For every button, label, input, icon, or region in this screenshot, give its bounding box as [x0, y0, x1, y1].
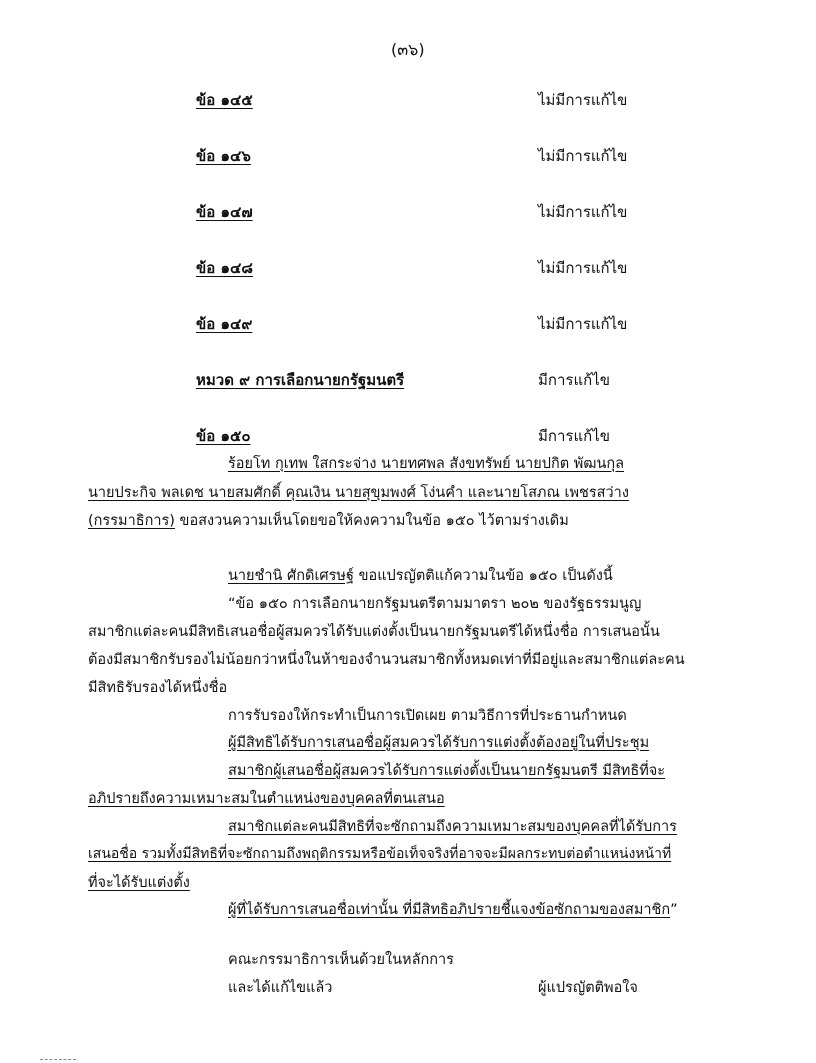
committee-names-line-1: ร้อยโท กุเทพ ใสกระจ่าง นายทศพล สังขทรัพย์ นายปกิต พัฒนกุล	[228, 456, 625, 472]
amendment-p4-line-2: อภิปรายถึงความเหมาะสมในตำแหน่งของบุคคลที่ตนเสนอ	[88, 791, 445, 807]
amendment-proposer-text: ขอแปรญัตติแก้ความในข้อ ๑๕๐ เป็นดังนี้	[358, 568, 613, 584]
committee-reservation-line	[88, 509, 569, 532]
section-label-145: ข้อ ๑๔๕	[196, 91, 253, 109]
amendment-p1-line-4: มีสิทธิรับรองได้หนึ่งชื่อ	[88, 680, 228, 696]
amendment-p5-line-1: สมาชิกแต่ละคนมีสิทธิที่จะซักถามถึงความเหมาะสมของบุคคลที่ได้รับการ	[228, 819, 677, 835]
amendment-proposer-line	[228, 564, 613, 587]
section-status-148: ไม่มีการแก้ไข	[538, 259, 628, 277]
amendment-p4-line-1: สมาชิกผู้เสนอชื่อผู้สมควรได้รับการแต่งตั้งเป็นนายกรัฐมนตรี มีสิทธิที่จะ	[228, 763, 666, 779]
proposer-satisfied: ผู้แปรญัตติพอใจ	[538, 980, 638, 996]
section-label-150: ข้อ ๑๕๐	[196, 427, 251, 445]
section-status-149: ไม่มีการแก้ไข	[538, 315, 628, 333]
amendment-proposer: นายชำนิ ศักดิเศรษฐ์	[228, 568, 354, 584]
section-label-149: ข้อ ๑๔๙	[196, 315, 253, 333]
section-status-146: ไม่มีการแก้ไข	[538, 147, 628, 165]
committee-names-line-2: นายประกิจ พลเดช นายสมศักดิ์ คุณเงิน นายสุขุมพงศ์ โง่นคำ และนายโสภณ เพชรสว่าง	[88, 485, 629, 501]
committee-conclusion-line-1: คณะกรรมาธิการเห็นด้วยในหลักการ	[228, 952, 454, 968]
section-label-146: ข้อ ๑๔๖	[196, 147, 251, 165]
amendment-p5-line-3: ที่จะได้รับแต่งตั้ง	[88, 875, 190, 891]
page-number: (๓๖)	[391, 40, 425, 59]
section-label-148: ข้อ ๑๔๘	[196, 259, 253, 277]
amendment-p1-line-3: ต้องมีสมาชิกรับรองไม่น้อยกว่าหนึ่งในห้าของจำนวนสมาชิกทั้งหมดเท่าที่มีอยู่และสมาชิกแต่ละคน	[88, 652, 685, 668]
committee-conclusion-line-2: และได้แก้ไขแล้ว	[228, 980, 333, 996]
footer-divider	[40, 1059, 76, 1060]
amendment-p6-line	[228, 898, 678, 921]
section-status-150: มีการแก้ไข	[538, 427, 610, 445]
amendment-p1-line-1: “ข้อ ๑๕๐ การเลือกนายกรัฐมนตรีตามมาตรา ๒๐๒ ของรัฐธรรมนูญ	[228, 596, 642, 612]
committee-reservation-text: ขอสงวนความเห็นโดยขอให้คงความในข้อ ๑๕๐ ไว้ตามร่างเดิม	[179, 513, 569, 529]
section-status-145: ไม่มีการแก้ไข	[538, 91, 628, 109]
chapter-9-heading: หมวด ๙ การเลือกนายกรัฐมนตรี	[196, 371, 405, 389]
amendment-p1-line-2: สมาชิกแต่ละคนมีสิทธิเสนอชื่อผู้สมควรได้รับแต่งตั้งเป็นนายกรัฐมนตรีได้หนึ่งชื่อ การเสนอนั้น	[88, 624, 660, 640]
amendment-p2: การรับรองให้กระทำเป็นการเปิดเผย ตามวิธีการที่ประธานกำหนด	[228, 708, 627, 724]
committee-label: (กรรมาธิการ)	[88, 513, 175, 529]
amendment-p3: ผู้มีสิทธิได้รับการเสนอชื่อผู้สมควรได้รับการแต่งตั้งต้องอยู่ในที่ประชุม	[228, 735, 650, 751]
chapter-9-status: มีการแก้ไข	[538, 371, 610, 389]
section-status-147: ไม่มีการแก้ไข	[538, 203, 628, 221]
amendment-p5-line-2: เสนอชื่อ รวมทั้งมีสิทธิที่จะซักถามถึงพฤติกรรมหรือข้อเท็จจริงที่อาจจะมีผลกระทบต่อตำแหน่งหน้าที่	[88, 846, 672, 862]
amendment-close-quote: ”	[670, 902, 678, 918]
section-label-147: ข้อ ๑๔๗	[196, 203, 253, 221]
amendment-p6: ผู้ที่ได้รับการเสนอชื่อเท่านั้น ที่มีสิทธิอภิปรายชี้แจงข้อซักถามของสมาชิก	[228, 902, 671, 918]
